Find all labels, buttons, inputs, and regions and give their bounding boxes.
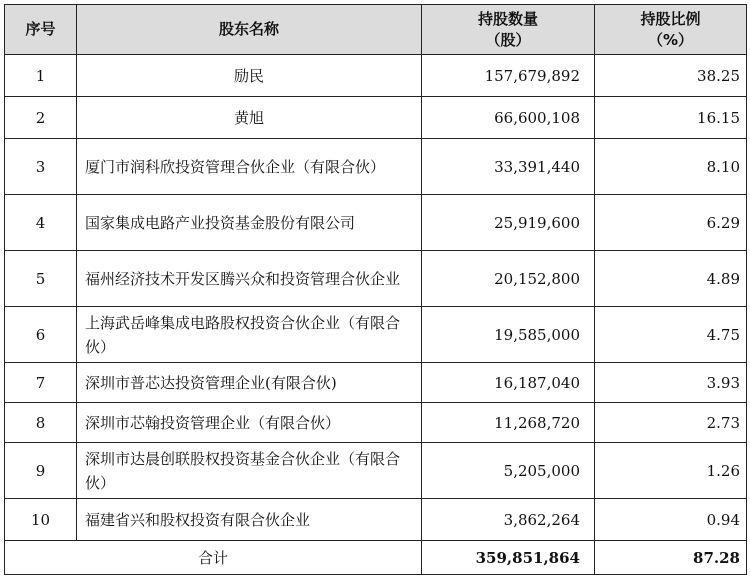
row-name: 深圳市普芯达投资管理企业(有限合伙): [77, 363, 422, 403]
row-ratio: 8.10: [595, 139, 747, 195]
table-row: [5, 499, 747, 541]
row-shares: 25,919,600: [422, 195, 595, 251]
shareholder-table: [4, 4, 747, 575]
row-index: 9: [5, 443, 77, 499]
row-name: 福建省兴和股权投资有限合伙企业: [77, 499, 422, 541]
table-row: [5, 403, 747, 443]
header-ratio-line1: 持股比例: [640, 9, 701, 28]
row-index: 7: [5, 363, 77, 403]
table-row: [5, 139, 747, 195]
row-ratio: 6.29: [595, 195, 747, 251]
row-ratio: 0.94: [595, 499, 747, 541]
row-ratio: 4.89: [595, 251, 747, 307]
row-shares: 16,187,040: [422, 363, 595, 403]
row-ratio: 38.25: [595, 55, 747, 97]
row-shares: 33,391,440: [422, 139, 595, 195]
row-shares: 66,600,108: [422, 97, 595, 139]
header-ratio-line2: （%）: [647, 30, 694, 49]
total-shares: 359,851,864: [422, 541, 595, 575]
header-shares: [422, 5, 595, 55]
table-row: [5, 363, 747, 403]
row-index: 8: [5, 403, 77, 443]
header-ratio: [595, 5, 747, 55]
row-ratio: 4.75: [595, 307, 747, 363]
row-ratio: 1.26: [595, 443, 747, 499]
row-index: 5: [5, 251, 77, 307]
row-name: 上海武岳峰集成电路股权投资合伙企业（有限合伙）: [77, 307, 422, 363]
row-name: 国家集成电路产业投资基金股份有限公司: [77, 195, 422, 251]
row-name: 励民: [77, 55, 422, 97]
row-index: 3: [5, 139, 77, 195]
row-shares: 5,205,000: [422, 443, 595, 499]
row-shares: 3,862,264: [422, 499, 595, 541]
row-name: 深圳市达晨创联股权投资基金合伙企业（有限合伙）: [77, 443, 422, 499]
row-shares: 19,585,000: [422, 307, 595, 363]
table-row: [5, 97, 747, 139]
header-name: 股东名称: [77, 5, 422, 55]
total-label: 合计: [5, 541, 422, 575]
row-index: 1: [5, 55, 77, 97]
row-name: 黄旭: [77, 97, 422, 139]
row-name: 深圳市芯翰投资管理企业（有限合伙）: [77, 403, 422, 443]
table-row: [5, 195, 747, 251]
header-shares-line2: （股）: [485, 30, 531, 49]
row-ratio: 3.93: [595, 363, 747, 403]
table-row: [5, 251, 747, 307]
row-shares: 11,268,720: [422, 403, 595, 443]
header-index: 序号: [5, 5, 77, 55]
row-name: 厦门市润科欣投资管理合伙企业（有限合伙）: [77, 139, 422, 195]
row-ratio: 2.73: [595, 403, 747, 443]
table-row: [5, 55, 747, 97]
row-shares: 20,152,800: [422, 251, 595, 307]
header-row: [5, 5, 747, 55]
header-shares-line1: 持股数量: [477, 9, 538, 28]
row-index: 4: [5, 195, 77, 251]
total-row: [5, 541, 747, 575]
row-index: 10: [5, 499, 77, 541]
table-row: [5, 443, 747, 499]
total-ratio: 87.28: [595, 541, 747, 575]
row-index: 2: [5, 97, 77, 139]
row-name: 福州经济技术开发区腾兴众和投资管理合伙企业: [77, 251, 422, 307]
row-index: 6: [5, 307, 77, 363]
row-shares: 157,679,892: [422, 55, 595, 97]
table-row: [5, 307, 747, 363]
row-ratio: 16.15: [595, 97, 747, 139]
